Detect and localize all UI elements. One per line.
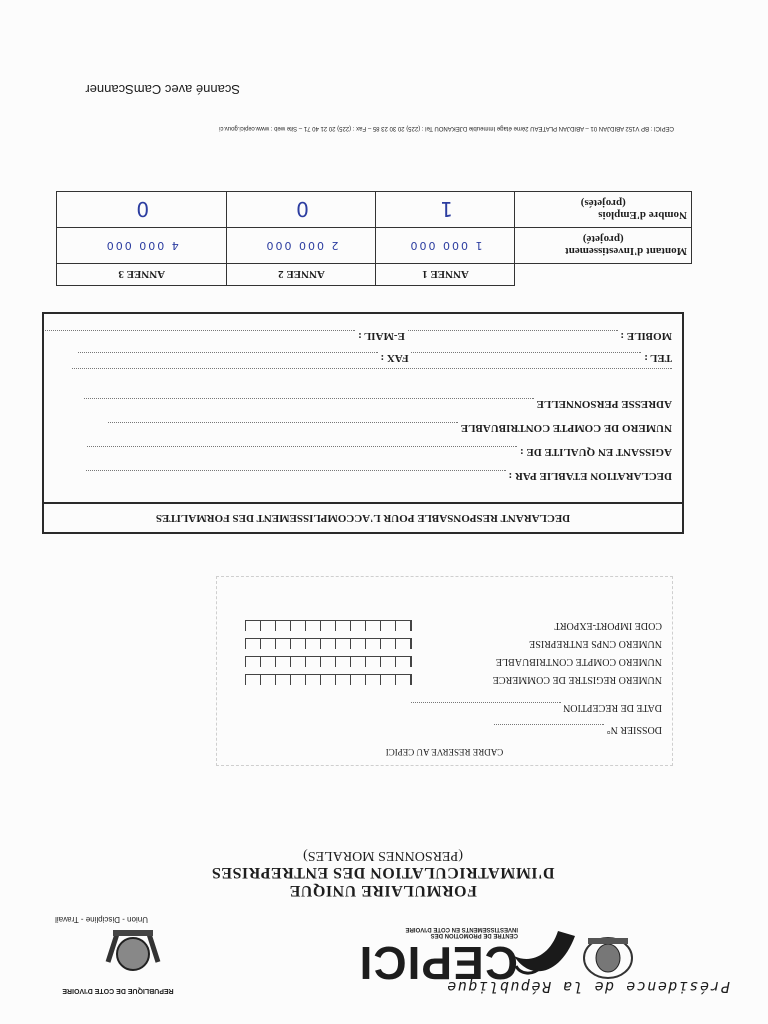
compte-contribuable-label: NUMERO DE COMPTE CONTRIBUABLE	[460, 422, 672, 434]
investment-year-1[interactable]: 1 000 000	[376, 228, 515, 264]
republic-name: REPUBLIQUE DE COTE D'IVOIRE	[62, 987, 174, 994]
reserved-box-title: CADRE RESERVE AU CEPICI	[385, 747, 504, 757]
etablie-par-field[interactable]	[86, 470, 506, 481]
numero-registre-field[interactable]	[245, 674, 412, 685]
dossier-label: DOSSIER N°	[606, 724, 662, 735]
declarant-heading: DECLARANT RESPONSABLE POUR L'ACCOMPLISSEMENT DES FORMALITES	[42, 502, 684, 534]
cepici-contact-footer: CEPICI : BP V152 ABIDJAN 01 – ABIDJAN PLATEAU 2ème étage Immeuble DJEKANOU Tel : (225) 20 30 23 85 – Fax : (225) 20 21 40 71 – Site web : www.cepici.gouv.ci	[219, 125, 674, 131]
year-3-header: ANNEE 3	[57, 264, 228, 286]
compte-contribuable-field[interactable]	[108, 422, 458, 433]
republic-motto: Union - Discipline - Travail	[55, 915, 148, 924]
tel-field[interactable]	[411, 352, 641, 363]
ivory-coast-coat-of-arms-icon	[98, 926, 168, 982]
numero-compte-field[interactable]	[245, 656, 412, 667]
dossier-field[interactable]	[494, 724, 604, 735]
form-title-line-2: D'IMMATRICULATION DES ENTREPRISES	[211, 864, 555, 881]
form-title	[198, 847, 568, 899]
adresse-label: ADRESSE PERSONNELLE	[536, 398, 672, 410]
code-import-label: CODE IMPORT-EXPORT	[554, 620, 662, 631]
year-1-header: ANNEE 1	[376, 264, 515, 286]
cepici-logo-text: CEPICI	[358, 937, 518, 989]
jobs-label-line-2: (projetés)	[580, 197, 626, 210]
camscanner-watermark: Scanné avec CamScanner	[85, 82, 240, 97]
qualite-field[interactable]	[87, 446, 517, 457]
presidence-coat-of-arms-icon	[580, 932, 636, 982]
jobs-year-2[interactable]: 0	[227, 192, 376, 228]
declarant-box	[42, 312, 684, 504]
jobs-row-label	[515, 192, 692, 228]
jobs-label-line-1: Nombre d'Emplois	[598, 209, 687, 222]
presidence-text: Présidence de la République	[445, 978, 730, 996]
fax-field[interactable]	[78, 352, 378, 363]
tel-label: TEL :	[644, 352, 672, 364]
numero-cnps-label: NUMERO CNPS ENTREPRISE	[529, 638, 662, 649]
numero-cnps-field[interactable]	[245, 638, 412, 649]
cepici-bird-logo-icon	[510, 926, 580, 986]
mobile-field[interactable]	[408, 330, 618, 341]
investment-label-line-1: Montant d'Investissement	[565, 245, 687, 258]
jobs-year-1[interactable]: 1	[376, 192, 515, 228]
investment-year-2[interactable]: 2 000 000	[227, 228, 376, 264]
numero-compte-label: NUMERO COMPTE CONTRIBUABLE	[495, 656, 662, 667]
investment-year-3[interactable]: 4 000 000	[57, 228, 228, 264]
investment-label-line-2: (projeté)	[582, 233, 624, 246]
mobile-label: MOBILE :	[620, 330, 672, 342]
projection-table	[56, 191, 692, 286]
year-2-header: ANNEE 2	[227, 264, 376, 286]
email-field[interactable]	[45, 330, 355, 341]
email-label: E-MAIL :	[358, 330, 405, 342]
qualite-label: AGISSANT EN QUALITE DE :	[519, 446, 672, 458]
form-subtitle: (PERSONNES MORALES)	[303, 848, 463, 863]
fax-label: FAX :	[380, 352, 409, 364]
date-reception-label: DATE DE RECEPTION	[563, 702, 662, 713]
cepici-full-name: CENTRE DE PROMOTION DES INVESTISSEMENTS EN COTE D'IVOIRE	[405, 926, 518, 938]
date-reception-field[interactable]	[411, 702, 561, 713]
investment-row-label	[515, 228, 692, 264]
adresse-field-line-2[interactable]	[72, 368, 672, 379]
jobs-year-3[interactable]: 0	[57, 192, 228, 228]
adresse-field[interactable]	[84, 398, 534, 409]
numero-registre-label: NUMERO REGISTRE DE COMMERCE	[492, 674, 662, 685]
etablie-par-label: DECLARATION ETABLIE PAR :	[508, 470, 672, 482]
form-title-line-1: FORMULAIRE UNIQUE	[289, 882, 477, 899]
reserved-cepici-box	[216, 576, 673, 766]
code-import-field[interactable]	[245, 620, 412, 631]
